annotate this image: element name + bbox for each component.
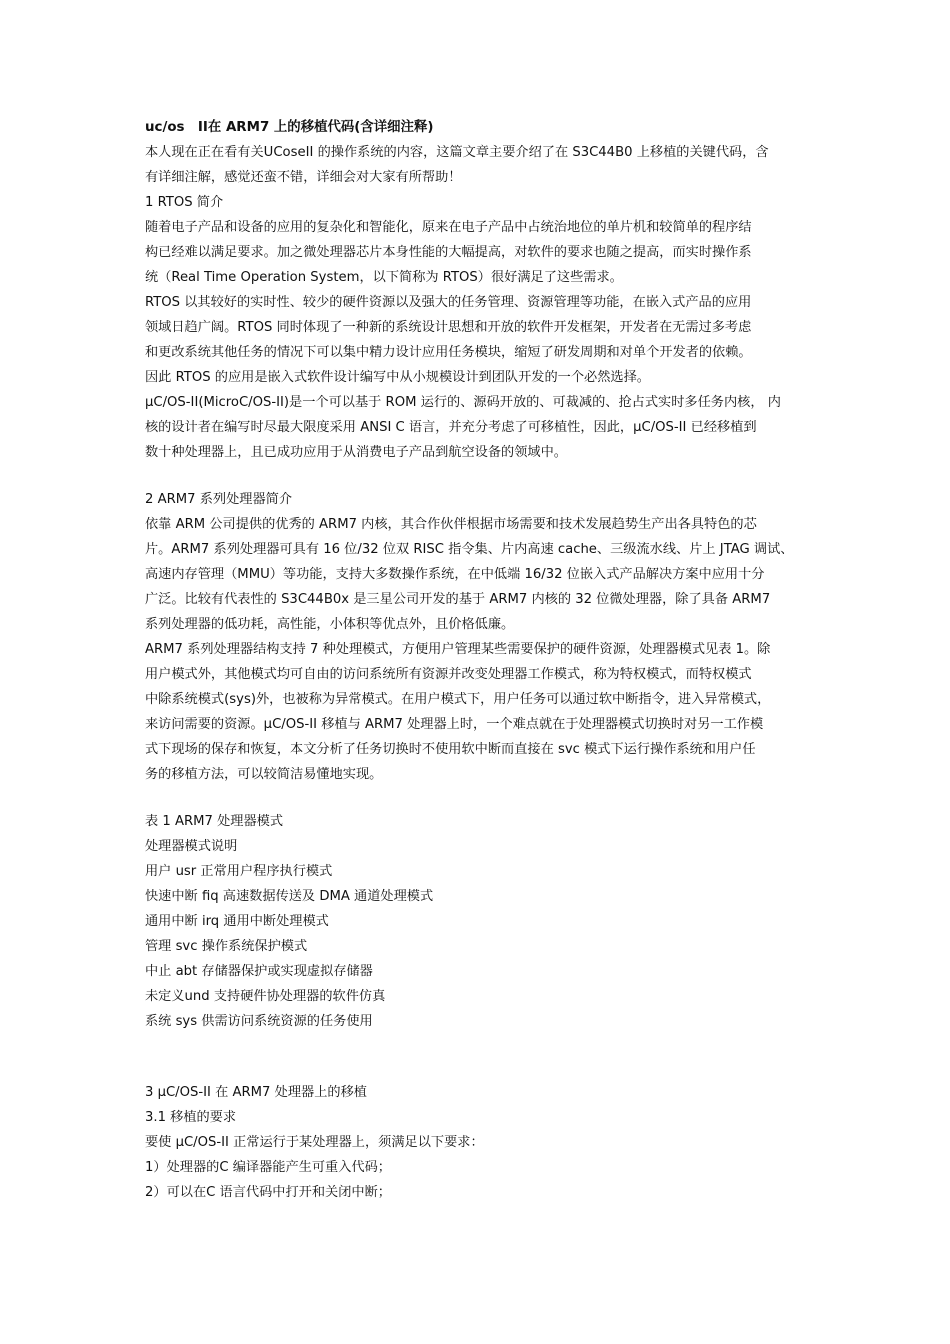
paragraph-line: 和更改系统其他任务的情况下可以集中精力设计应用任务模块，缩短了研发周期和对单个开发者的依赖。 <box>145 345 752 360</box>
list-item: 1）处理器的C 编译器能产生可重入代码； <box>145 1160 391 1175</box>
paragraph-line: 中除系统模式(sys)外，也被称为异常模式。在用户模式下，用户任务可以通过软中断指令，进入异常模式， <box>145 692 771 707</box>
paragraph-line: 广泛。比较有代表性的 S3C44B0x 是三星公司开发的基于 ARM7 内核的 32 位微处理器，除了具备 ARM7 <box>145 592 771 607</box>
intro-line-1: 本人现在正在看有关UCoseII 的操作系统的内容，这篇文章主要介绍了在 S3C44B0 上移植的关键代码，含 <box>145 145 769 160</box>
table-row: 通用中断 irq 通用中断处理模式 <box>145 914 329 929</box>
paragraph-line: ARM7 系列处理器结构支持 7 种处理模式，方便用户管理某些需要保护的硬件资源，处理器模式见表 1。除 <box>145 642 771 657</box>
table-row: 快速中断 fiq 高速数据传送及 DMA 通道处理模式 <box>145 889 434 904</box>
intro-line-2: 有详细注解，感觉还蛮不错，详细会对大家有所帮助！ <box>145 170 462 185</box>
paragraph-line: 片。ARM7 系列处理器可具有 16 位/32 位双 RISC 指令集、片内高速 cache、三级流水线、片上 JTAG 调试、 <box>145 542 794 557</box>
paragraph-line: 依靠 ARM 公司提供的优秀的 ARM7 内核，其合作伙伴根据市场需要和技术发展趋势生产出各具特色的芯 <box>145 517 757 532</box>
table-row: 未定义und 支持硬件协处理器的软件仿真 <box>145 989 386 1004</box>
table-header: 处理器模式说明 <box>145 839 238 854</box>
paragraph-line: 务的移植方法，可以较简洁易懂地实现。 <box>145 767 383 782</box>
paragraph-line: 用户模式外，其他模式均可自由的访问系统所有资源并改变处理器工作模式，称为特权模式，而特权模式 <box>145 667 752 682</box>
table-row: 中止 abt 存储器保护或实现虚拟存储器 <box>145 964 373 979</box>
paragraph-line: 随着电子产品和设备的应用的复杂化和智能化，原来在电子产品中占统治地位的单片机和较简单的程序结 <box>145 220 752 235</box>
spacer <box>145 1034 815 1080</box>
section-heading-port: 3 μC/OS-II 在 ARM7 处理器上的移植 <box>145 1085 367 1100</box>
paragraph-line: 式下现场的保存和恢复，本文分析了任务切换时不使用软中断而直接在 svc 模式下运行操作系统和用户任 <box>145 742 756 757</box>
paragraph-line: 数十种处理器上，且已成功应用于从消费电子产品到航空设备的领域中。 <box>145 445 567 460</box>
table-row: 用户 usr 正常用户程序执行模式 <box>145 864 333 879</box>
spacer <box>145 787 815 809</box>
subsection-heading: 3.1 移植的要求 <box>145 1110 237 1125</box>
paragraph-line: 构已经难以满足要求。加之微处理器芯片本身性能的大幅提高，对软件的要求也随之提高，而实时操作系 <box>145 245 752 260</box>
table-caption: 表 1 ARM7 处理器模式 <box>145 814 284 829</box>
paragraph-line: 高速内存管理（MMU）等功能，支持大多数操作系统，在中低端 16/32 位嵌入式产品解决方案中应用十分 <box>145 567 765 582</box>
table-row: 系统 sys 供需访问系统资源的任务使用 <box>145 1014 373 1029</box>
paragraph-line: 核的设计者在编写时尽最大限度采用 ANSI C 语言，并充分考虑了可移植性，因此，μC/OS-II 已经移植到 <box>145 420 757 435</box>
paragraph-line: 因此 RTOS 的应用是嵌入式软件设计编写中从小规模设计到团队开发的一个必然选择。 <box>145 370 650 385</box>
paragraph-line: 来访问需要的资源。μC/OS-II 移植与 ARM7 处理器上时，一个难点就在于处理器模式切换时对另一工作模 <box>145 717 764 732</box>
list-item: 2）可以在C 语言代码中打开和关闭中断； <box>145 1185 391 1200</box>
paragraph-line: 要使 μC/OS-II 正常运行于某处理器上，须满足以下要求： <box>145 1135 484 1150</box>
document-body <box>145 115 815 1205</box>
spacer <box>145 465 815 487</box>
section-heading-rtos: 1 RTOS 简介 <box>145 195 224 210</box>
document-title: uc/os II在 ARM7 上的移植代码(含详细注释) <box>145 120 434 135</box>
paragraph-line: 统（Real Time Operation System，以下简称为 RTOS）很好满足了这些需求。 <box>145 270 623 285</box>
paragraph-line: 领域日趋广阔。RTOS 同时体现了一种新的系统设计思想和开放的软件开发框架，开发者在无需过多考虑 <box>145 320 752 335</box>
table-row: 管理 svc 操作系统保护模式 <box>145 939 308 954</box>
paragraph-line: RTOS 以其较好的实时性、较少的硬件资源以及强大的任务管理、资源管理等功能，在嵌入式产品的应用 <box>145 295 752 310</box>
section-heading-arm7: 2 ARM7 系列处理器简介 <box>145 492 293 507</box>
paragraph-line: μC/OS-II(MicroC/OS-II)是一个可以基于 ROM 运行的、源码开放的、可裁减的、抢占式实时多任务内核， 内 <box>145 395 781 410</box>
paragraph-line: 系列处理器的低功耗，高性能，小体积等优点外，且价格低廉。 <box>145 617 515 632</box>
